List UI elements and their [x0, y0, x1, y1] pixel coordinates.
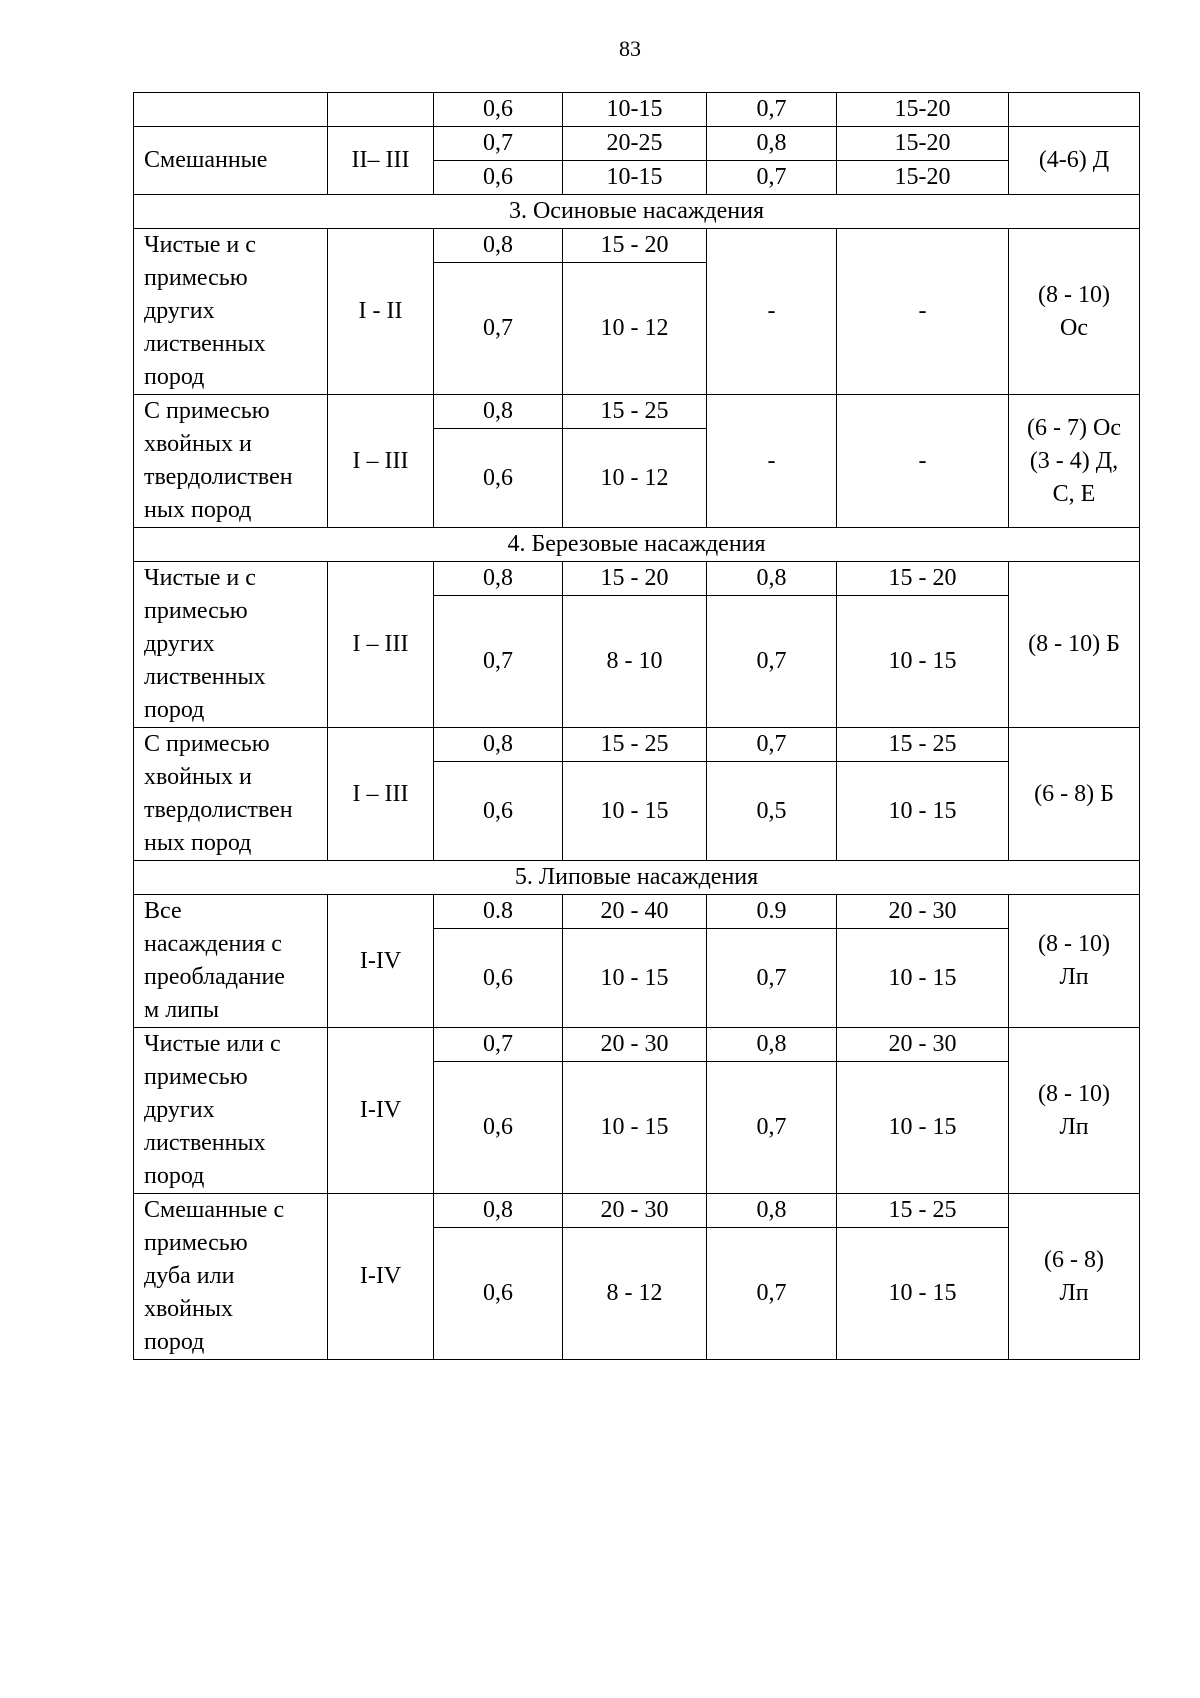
table-cell: 0,7: [434, 127, 563, 161]
table-row: [134, 127, 1140, 161]
stand-type-cell: Смешанные с примесью дуба или хвойных пород: [134, 1194, 328, 1360]
table-cell: -: [707, 229, 837, 395]
table-cell: 15-20: [837, 93, 1009, 127]
table-cell: 0,7: [434, 263, 563, 395]
forest-stands-table: [133, 92, 1140, 1360]
table-cell: -: [837, 229, 1009, 395]
table-cell: 15 - 25: [837, 728, 1009, 762]
table-cell: 20-25: [563, 127, 707, 161]
table-cell: 10 - 15: [837, 762, 1009, 861]
section-row: [134, 528, 1140, 562]
table-cell: 20 - 30: [837, 895, 1009, 929]
composition-cell: (8 - 10) Лп: [1009, 895, 1140, 1028]
table-cell: 0,7: [434, 1028, 563, 1062]
table-cell: 15-20: [837, 127, 1009, 161]
table-cell: 0,7: [707, 596, 837, 728]
table-cell: 0,6: [434, 93, 563, 127]
table-cell: -: [837, 395, 1009, 528]
composition-cell: (4-6) Д: [1009, 127, 1140, 195]
composition-cell: (6 - 8) Б: [1009, 728, 1140, 861]
section-title: 4. Березовые насаждения: [134, 528, 1140, 562]
stand-type-cell: Чистые и с примесью других лиственных пород: [134, 229, 328, 395]
class-cell: I – III: [328, 395, 434, 528]
section-title: 5. Липовые насаждения: [134, 861, 1140, 895]
table-cell: 10 - 15: [837, 1062, 1009, 1194]
table-cell: 10 - 15: [837, 596, 1009, 728]
composition-cell: (8 - 10) Ос: [1009, 229, 1140, 395]
table-cell: 0,6: [434, 161, 563, 195]
table-cell: 15 - 20: [563, 229, 707, 263]
composition-cell: (8 - 10) Лп: [1009, 1028, 1140, 1194]
table-row: [134, 895, 1140, 929]
table-cell: 0,8: [434, 728, 563, 762]
table-cell: 10-15: [563, 161, 707, 195]
table-cell: 15 - 20: [837, 562, 1009, 596]
table-cell: 10 - 15: [563, 929, 707, 1028]
section-row: [134, 195, 1140, 229]
table-cell: 0.8: [434, 895, 563, 929]
table-cell: 0,8: [707, 1194, 837, 1228]
table-cell: 20 - 30: [563, 1194, 707, 1228]
class-cell: I - II: [328, 229, 434, 395]
table-cell: 15 - 25: [837, 1194, 1009, 1228]
table-cell: 0,8: [707, 562, 837, 596]
table-cell: 0,8: [434, 1194, 563, 1228]
composition-cell: (6 - 7) Ос (3 - 4) Д, С, Е: [1009, 395, 1140, 528]
table-cell: 0,8: [707, 127, 837, 161]
table-cell: 0,8: [434, 395, 563, 429]
stand-type-cell: Смешанные: [134, 127, 328, 195]
table-cell: -: [707, 395, 837, 528]
table-cell: 15 - 25: [563, 395, 707, 429]
class-cell: I – III: [328, 562, 434, 728]
table-cell: 20 - 30: [563, 1028, 707, 1062]
table-cell: 0,6: [434, 429, 563, 528]
class-cell: I-IV: [328, 1194, 434, 1360]
class-cell: II– III: [328, 127, 434, 195]
table-row: [134, 562, 1140, 596]
table-cell: 10-15: [563, 93, 707, 127]
table-cell: [328, 93, 434, 127]
table-cell: 0,7: [707, 929, 837, 1028]
table-cell: 10 - 15: [837, 1228, 1009, 1360]
stand-type-cell: Чистые и с примесью других лиственных пород: [134, 562, 328, 728]
table-row: [134, 229, 1140, 263]
table-cell: 0,7: [707, 93, 837, 127]
table-row: [134, 1194, 1140, 1228]
table-cell: 8 - 10: [563, 596, 707, 728]
class-cell: I – III: [328, 728, 434, 861]
table-row: [134, 728, 1140, 762]
table-cell: 0,7: [434, 596, 563, 728]
table-cell: 0,6: [434, 1062, 563, 1194]
table-cell: 10 - 15: [563, 762, 707, 861]
table-cell: 0,7: [707, 1228, 837, 1360]
composition-cell: (6 - 8) Лп: [1009, 1194, 1140, 1360]
table-cell: 0,8: [434, 229, 563, 263]
table-cell: 15 - 20: [563, 562, 707, 596]
table-cell: 0,6: [434, 1228, 563, 1360]
table-cell: 10 - 12: [563, 263, 707, 395]
table-cell: 15 - 25: [563, 728, 707, 762]
stand-type-cell: Чистые или с примесью других лиственных пород: [134, 1028, 328, 1194]
table-cell: 20 - 30: [837, 1028, 1009, 1062]
table-cell: 0.9: [707, 895, 837, 929]
table-cell: 0,6: [434, 762, 563, 861]
table-cell: 10 - 15: [837, 929, 1009, 1028]
table-cell: [134, 93, 328, 127]
table-cell: 0,8: [707, 1028, 837, 1062]
section-title: 3. Осиновые насаждения: [134, 195, 1140, 229]
table-cell: 0,7: [707, 728, 837, 762]
table-cell: 10 - 12: [563, 429, 707, 528]
class-cell: I-IV: [328, 1028, 434, 1194]
class-cell: I-IV: [328, 895, 434, 1028]
table-cell: 0,7: [707, 1062, 837, 1194]
composition-cell: (8 - 10) Б: [1009, 562, 1140, 728]
page-number: 83: [619, 36, 641, 61]
table-row: [134, 93, 1140, 127]
table-cell: 10 - 15: [563, 1062, 707, 1194]
table-cell: [1009, 93, 1140, 127]
table-row: [134, 395, 1140, 429]
table-cell: 0,5: [707, 762, 837, 861]
table-cell: 0,6: [434, 929, 563, 1028]
table-cell: 15-20: [837, 161, 1009, 195]
stand-type-cell: Все насаждения с преобладание м липы: [134, 895, 328, 1028]
section-row: [134, 861, 1140, 895]
table-cell: 0,7: [707, 161, 837, 195]
table-row: [134, 1028, 1140, 1062]
stand-type-cell: С примесью хвойных и твердолиствен ных пород: [134, 728, 328, 861]
stand-type-cell: С примесью хвойных и твердолиствен ных пород: [134, 395, 328, 528]
table-cell: 20 - 40: [563, 895, 707, 929]
table-cell: 0,8: [434, 562, 563, 596]
table-cell: 8 - 12: [563, 1228, 707, 1360]
